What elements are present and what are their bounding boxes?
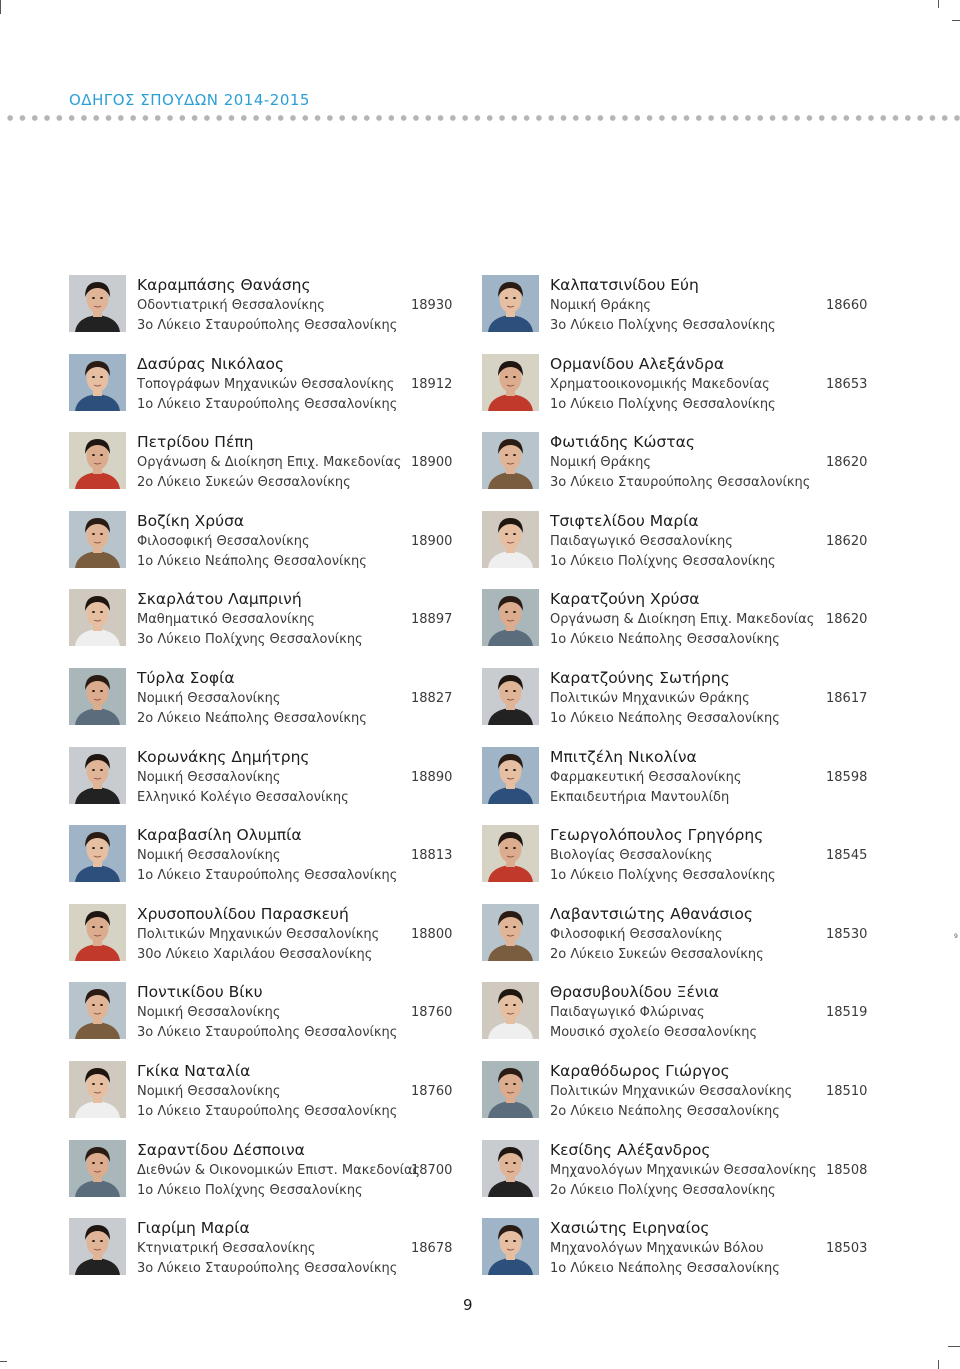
student-score: 18660 bbox=[826, 298, 868, 313]
list-item bbox=[482, 1214, 882, 1293]
student-school: Εκπαιδευτήρια Μαντουλίδη bbox=[550, 789, 730, 805]
student-score: 18530 bbox=[826, 926, 868, 942]
student-school: 1ο Λύκειο Πολίχνης Θεσσαλονίκης bbox=[550, 553, 776, 569]
student-name: Ποντικίδου Βίκυ bbox=[137, 983, 263, 1002]
student-faculty: Νομική Θεσσαλονίκης bbox=[137, 1083, 281, 1099]
student-photo bbox=[482, 1140, 539, 1197]
student-faculty: Πολιτικών Μηχανικών Θράκης bbox=[550, 690, 750, 706]
student-score: 18510 bbox=[826, 1083, 868, 1099]
student-name: Φωτιάδης Κώστας bbox=[550, 433, 695, 452]
list-item bbox=[69, 585, 459, 664]
list-item bbox=[69, 900, 459, 979]
student-faculty: Νομική Θράκης bbox=[550, 298, 651, 313]
student-score: 18598 bbox=[826, 769, 868, 785]
student-school: 3ο Λύκειο Σταυρούπολης Θεσσαλονίκης bbox=[550, 475, 811, 491]
student-faculty: Τοπογράφων Μηχανικών Θεσσαλονίκης bbox=[137, 376, 395, 392]
student-photo bbox=[69, 982, 126, 1039]
student-photo bbox=[482, 275, 539, 332]
student-school: Μουσικό σχολείο Θεσσαλονίκης bbox=[550, 1025, 758, 1041]
list-item bbox=[482, 507, 882, 586]
student-name: Τσιφτελίδου Μαρία bbox=[550, 511, 699, 530]
student-score: 18678 bbox=[411, 1241, 453, 1257]
student-score: 18813 bbox=[411, 848, 453, 864]
student-photo bbox=[482, 1218, 539, 1275]
student-photo bbox=[69, 825, 126, 882]
student-score: 18508 bbox=[826, 1162, 868, 1178]
student-name: Λαβαντσιώτης Αθανάσιος bbox=[550, 904, 753, 923]
student-faculty: Νομική Θεσσαλονίκης bbox=[137, 1005, 281, 1021]
student-faculty: Βιολογίας Θεσσαλονίκης bbox=[550, 848, 713, 864]
student-school: 1ο Λύκειο Σταυρούπολης Θεσσαλονίκης bbox=[137, 1103, 398, 1119]
student-school: 3ο Λύκειο Πολίχνης Θεσσαλονίκης bbox=[550, 318, 776, 333]
student-score: 18827 bbox=[411, 690, 453, 706]
student-school: 30ο Λύκειο Χαριλάου Θεσσαλονίκης bbox=[137, 946, 373, 962]
student-score: 18617 bbox=[826, 690, 868, 706]
student-name: Καραμπάσης Θανάσης bbox=[137, 276, 311, 294]
student-faculty: Παιδαγωγικό Θεσσαλονίκης bbox=[550, 533, 733, 549]
student-faculty: Κτηνιατρική Θεσσαλονίκης bbox=[137, 1241, 316, 1257]
student-faculty: Μηχανολόγων Μηχανικών Βόλου bbox=[550, 1241, 764, 1257]
list-item bbox=[482, 821, 882, 900]
list-item bbox=[69, 1057, 459, 1136]
crop-mark-bottom-vertical bbox=[938, 1360, 939, 1369]
student-name: Καραθόδωρος Γιώργος bbox=[550, 1061, 730, 1080]
student-school: 2ο Λύκειο Συκεών Θεσσαλονίκης bbox=[550, 946, 764, 962]
student-faculty: Φιλοσοφική Θεσσαλονίκης bbox=[550, 926, 723, 942]
student-school: 1ο Λύκειο Σταυρούπολης Θεσσαλονίκης bbox=[137, 396, 398, 412]
student-faculty: Μηχανολόγων Μηχανικών Θεσσαλονίκης bbox=[550, 1162, 817, 1178]
list-item bbox=[69, 821, 459, 900]
student-name: Βοζίκη Χρύσα bbox=[137, 511, 245, 530]
crop-mark-top bbox=[0, 0, 1, 14]
list-item bbox=[69, 978, 459, 1057]
student-name: Γιαρίμη Μαρία bbox=[137, 1219, 250, 1238]
dotted-separator bbox=[4, 114, 960, 122]
student-score: 18620 bbox=[826, 533, 868, 549]
student-school: 1ο Λύκειο Πολίχνης Θεσσαλονίκης bbox=[550, 868, 776, 884]
student-photo bbox=[482, 904, 539, 961]
student-photo bbox=[482, 354, 539, 411]
list-item bbox=[69, 428, 459, 507]
student-faculty: Νομική Θεσσαλονίκης bbox=[137, 848, 281, 864]
student-photo bbox=[482, 1061, 539, 1118]
student-score: 18503 bbox=[826, 1241, 868, 1257]
student-score: 18519 bbox=[826, 1005, 868, 1021]
list-item bbox=[482, 900, 882, 979]
student-photo bbox=[482, 511, 539, 568]
student-score: 18545 bbox=[826, 848, 868, 864]
student-photo bbox=[69, 432, 126, 489]
side-page-number: 9 bbox=[954, 933, 958, 940]
student-faculty: Νομική Θεσσαλονίκης bbox=[137, 769, 281, 785]
student-score: 18890 bbox=[411, 769, 453, 785]
student-school: Ελληνικό Κολέγιο Θεσσαλονίκης bbox=[137, 789, 349, 805]
list-item bbox=[69, 664, 459, 743]
crop-mark-top-right bbox=[938, 0, 939, 8]
student-photo bbox=[482, 982, 539, 1039]
student-photo bbox=[69, 354, 126, 411]
student-photo bbox=[69, 589, 126, 646]
student-name: Καλπατσινίδου Εύη bbox=[550, 276, 699, 294]
student-score: 18620 bbox=[826, 612, 868, 628]
student-school: 1ο Λύκειο Πολίχνης Θεσσαλονίκης bbox=[550, 396, 776, 412]
list-item bbox=[69, 1214, 459, 1293]
student-faculty: Οργάνωση & Διοίκηση Επιχ. Μακεδονίας bbox=[550, 612, 815, 628]
student-faculty: Πολιτικών Μηχανικών Θεσσαλονίκης bbox=[137, 926, 380, 942]
student-faculty: Χρηματοοικονομικής Μακεδονίας bbox=[550, 376, 770, 392]
student-name: Καρατζούνη Χρύσα bbox=[550, 590, 700, 609]
student-name: Γεωργολόπουλος Γρηγόρης bbox=[550, 826, 764, 845]
student-name: Χρυσοπουλίδου Παρασκευή bbox=[137, 904, 349, 923]
student-photo bbox=[69, 511, 126, 568]
student-school: 2ο Λύκειο Συκεών Θεσσαλονίκης bbox=[137, 475, 351, 491]
list-item bbox=[69, 350, 459, 429]
student-faculty: Μαθηματικό Θεσσαλονίκης bbox=[137, 612, 315, 628]
student-photo bbox=[69, 904, 126, 961]
student-score: 18700 bbox=[411, 1162, 453, 1178]
student-name: Γκίκα Ναταλία bbox=[137, 1061, 251, 1080]
student-school: 2ο Λύκειο Νεάπολης Θεσσαλονίκης bbox=[137, 710, 367, 726]
student-name: Τύρλα Σοφία bbox=[137, 668, 235, 687]
student-name: Καρατζούνης Σωτήρης bbox=[550, 668, 730, 687]
crop-mark-bottom-right bbox=[948, 1346, 960, 1347]
list-item bbox=[69, 507, 459, 586]
list-item bbox=[482, 271, 882, 350]
left-column bbox=[69, 271, 459, 1293]
student-score: 18760 bbox=[411, 1005, 453, 1021]
student-faculty: Πολιτικών Μηχανικών Θεσσαλονίκης bbox=[550, 1083, 793, 1099]
student-photo bbox=[482, 432, 539, 489]
student-faculty: Φιλοσοφική Θεσσαλονίκης bbox=[137, 533, 310, 549]
student-school: 1ο Λύκειο Σταυρούπολης Θεσσαλονίκης bbox=[137, 868, 398, 884]
student-photo bbox=[482, 747, 539, 804]
student-faculty: Διεθνών & Οικονομικών Επιστ. Μακεδονίας bbox=[137, 1162, 421, 1178]
student-school: 1ο Λύκειο Πολίχνης Θεσσαλονίκης bbox=[137, 1182, 363, 1198]
student-name: Σκαρλάτου Λαμπρινή bbox=[137, 590, 302, 609]
student-faculty: Φαρμακευτική Θεσσαλονίκης bbox=[550, 769, 742, 785]
student-school: 3ο Λύκειο Σταυρούπολης Θεσσαλονίκης bbox=[137, 318, 398, 333]
student-name: Πετρίδου Πέπη bbox=[137, 433, 254, 452]
student-score: 18653 bbox=[826, 376, 868, 392]
student-school: 1ο Λύκειο Νεάπολης Θεσσαλονίκης bbox=[550, 710, 780, 726]
crop-mark-bottom bbox=[0, 1361, 7, 1362]
student-photo bbox=[69, 275, 126, 332]
student-faculty: Νομική Θεσσαλονίκης bbox=[137, 690, 281, 706]
student-photo bbox=[482, 668, 539, 725]
list-item bbox=[482, 585, 882, 664]
list-item bbox=[482, 978, 882, 1057]
list-item bbox=[482, 350, 882, 429]
list-item bbox=[482, 664, 882, 743]
student-photo bbox=[69, 668, 126, 725]
student-school: 3ο Λύκειο Πολίχνης Θεσσαλονίκης bbox=[137, 632, 363, 648]
student-school: 1ο Λύκειο Νεάπολης Θεσσαλονίκης bbox=[137, 553, 367, 569]
student-faculty: Οργάνωση & Διοίκηση Επιχ. Μακεδονίας bbox=[137, 455, 402, 471]
student-score: 18900 bbox=[411, 455, 453, 471]
student-score: 18897 bbox=[411, 612, 453, 628]
student-name: Καραβασίλη Ολυμπία bbox=[137, 826, 302, 845]
student-name: Μπιτζέλη Νικολίνα bbox=[550, 747, 697, 766]
student-name: Κορωνάκης Δημήτρης bbox=[137, 747, 310, 766]
student-photo bbox=[482, 589, 539, 646]
student-photo bbox=[69, 1218, 126, 1275]
student-photo bbox=[69, 1140, 126, 1197]
student-name: Δασύρας Νικόλαος bbox=[137, 354, 285, 373]
list-item bbox=[482, 428, 882, 507]
list-item bbox=[69, 1136, 459, 1215]
student-name: Ορμανίδου Αλεξάνδρα bbox=[550, 354, 725, 373]
list-item bbox=[69, 743, 459, 822]
student-score: 18800 bbox=[411, 926, 453, 942]
student-photo bbox=[482, 825, 539, 882]
student-school: 2ο Λύκειο Νεάπολης Θεσσαλονίκης bbox=[550, 1103, 780, 1119]
student-name: Θρασυβουλίδου Ξένια bbox=[550, 983, 719, 1002]
student-name: Σαραντίδου Δέσποινα bbox=[137, 1140, 305, 1159]
student-score: 18900 bbox=[411, 533, 453, 549]
page-number: 9 bbox=[463, 1296, 473, 1314]
student-name: Κεσίδης Αλέξανδρος bbox=[550, 1140, 711, 1159]
student-name: Χασιώτης Ειρηναίος bbox=[550, 1219, 710, 1238]
student-photo bbox=[69, 1061, 126, 1118]
student-score: 18620 bbox=[826, 455, 868, 471]
student-school: 1ο Λύκειο Νεάπολης Θεσσαλονίκης bbox=[550, 1261, 780, 1277]
student-score: 18930 bbox=[411, 298, 453, 313]
right-column bbox=[482, 271, 882, 1293]
list-item bbox=[482, 1136, 882, 1215]
student-faculty: Οδοντιατρική Θεσσαλονίκης bbox=[137, 298, 325, 313]
student-school: 3ο Λύκειο Σταυρούπολης Θεσσαλονίκης bbox=[137, 1261, 398, 1277]
header-title: ΟΔΗΓΟΣ ΣΠΟΥΔΩΝ 2014-2015 bbox=[69, 91, 310, 109]
student-photo bbox=[69, 747, 126, 804]
student-school: 3ο Λύκειο Σταυρούπολης Θεσσαλονίκης bbox=[137, 1025, 398, 1041]
list-item bbox=[482, 1057, 882, 1136]
student-score: 18912 bbox=[411, 376, 453, 392]
student-score: 18760 bbox=[411, 1083, 453, 1099]
student-school: 2ο Λύκειο Πολίχνης Θεσσαλονίκης bbox=[550, 1182, 776, 1198]
crop-mark-right bbox=[952, 20, 960, 21]
list-item bbox=[69, 271, 459, 350]
student-faculty: Παιδαγωγικό Φλώρινας bbox=[550, 1005, 705, 1021]
student-school: 1ο Λύκειο Νεάπολης Θεσσαλονίκης bbox=[550, 632, 780, 648]
list-item bbox=[482, 743, 882, 822]
student-faculty: Νομική Θράκης bbox=[550, 455, 651, 471]
